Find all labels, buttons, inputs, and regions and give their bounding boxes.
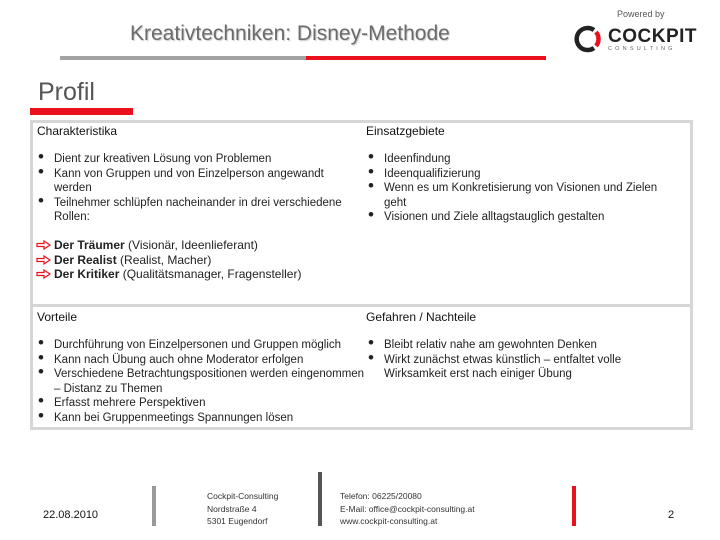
vorteile-list	[36, 338, 366, 425]
list-item: • Teilnehmer schlüpfen nacheinander in drei verschiedene Rollen:	[36, 196, 346, 225]
list-item: • Bleibt relativ nahe am gewohnten Denken	[366, 338, 666, 353]
footer-divider-gray	[152, 486, 156, 526]
list-item: • Kann von Gruppen und von Einzelperson angewandt werden	[36, 167, 346, 196]
list-item: • Kann bei Gruppenmeetings Spannungen lösen	[36, 411, 366, 426]
logo-subtitle: CONSULTING	[608, 46, 676, 52]
gefahren-list	[366, 338, 666, 382]
role-description: (Visionär, Ideenlieferant)	[124, 238, 258, 252]
list-item: • Dient zur kreativen Lösung von Problemen	[36, 152, 346, 167]
role-name: Der Realist	[54, 253, 117, 267]
list-item: • Ideenqualifizierung	[366, 167, 676, 182]
gefahren-heading: Gefahren / Nachteile	[366, 310, 477, 324]
company-city: 5301 Eugendorf	[207, 516, 268, 526]
page-title: Kreativtechniken: Disney-Methode	[130, 22, 450, 45]
role-traeumer	[36, 238, 258, 252]
einsatzgebiete-list	[366, 152, 676, 225]
contact-email[interactable]: E-Mail: office@cockpit-consulting.at	[340, 503, 475, 514]
cockpit-logo	[572, 24, 700, 54]
role-name: Der Träumer	[54, 238, 125, 252]
list-item: • Kann nach Übung auch ohne Moderator erfolgen	[36, 353, 366, 368]
page-number: 2	[668, 509, 675, 521]
section-title: Profil	[38, 78, 95, 106]
company-name: Cockpit-Consulting	[207, 491, 279, 501]
footer-divider-dark	[318, 472, 322, 526]
role-kritiker	[36, 267, 301, 281]
vorteile-heading: Vorteile	[37, 310, 78, 324]
footer-divider-red	[572, 486, 576, 526]
section-title-bar	[30, 108, 133, 115]
footer-date: 22.08.2010	[43, 509, 99, 521]
title-underline-gray	[60, 56, 306, 60]
footer-contact	[340, 490, 475, 528]
cockpit-logo-mark-icon	[572, 24, 606, 54]
einsatzgebiete-heading: Einsatzgebiete	[366, 124, 445, 138]
arrow-right-icon	[36, 255, 51, 265]
content-divider	[30, 304, 693, 307]
charakteristika-list	[36, 152, 346, 225]
company-street: Nordstraße 4	[207, 503, 257, 514]
list-item: • Verschiedene Betrachtungspositionen werden eingenommen – Distanz zu Themen	[36, 367, 366, 396]
title-underline-red	[306, 56, 546, 60]
arrow-right-icon	[36, 269, 51, 279]
list-item: • Wenn es um Konkretisierung von Visionen und Zielen geht	[366, 181, 676, 210]
contact-website[interactable]: www.cockpit-consulting.at	[340, 516, 438, 526]
role-description: (Qualitätsmanager, Fragensteller)	[119, 267, 302, 281]
footer-company	[207, 490, 278, 528]
list-item: • Ideenfindung	[366, 152, 676, 167]
list-item: • Durchführung von Einzelpersonen und Gruppen möglich	[36, 338, 366, 353]
role-description: (Realist, Macher)	[116, 253, 212, 267]
charakteristika-heading: Charakteristika	[37, 124, 118, 138]
role-name: Der Kritiker	[54, 267, 120, 281]
list-item: • Visionen und Ziele alltagstauglich gestalten	[366, 210, 676, 225]
role-realist	[36, 253, 211, 267]
arrow-right-icon	[36, 240, 51, 250]
list-item: • Erfasst mehrere Perspektiven	[36, 396, 366, 411]
logo-wordmark: COCKPIT	[608, 26, 697, 47]
list-item: • Wirkt zunächst etwas künstlich – entfaltet volle Wirksamkeit erst nach einiger Übung	[366, 353, 666, 382]
contact-phone: Telefon: 06225/20080	[340, 491, 422, 501]
powered-by-label: Powered by	[617, 9, 665, 19]
